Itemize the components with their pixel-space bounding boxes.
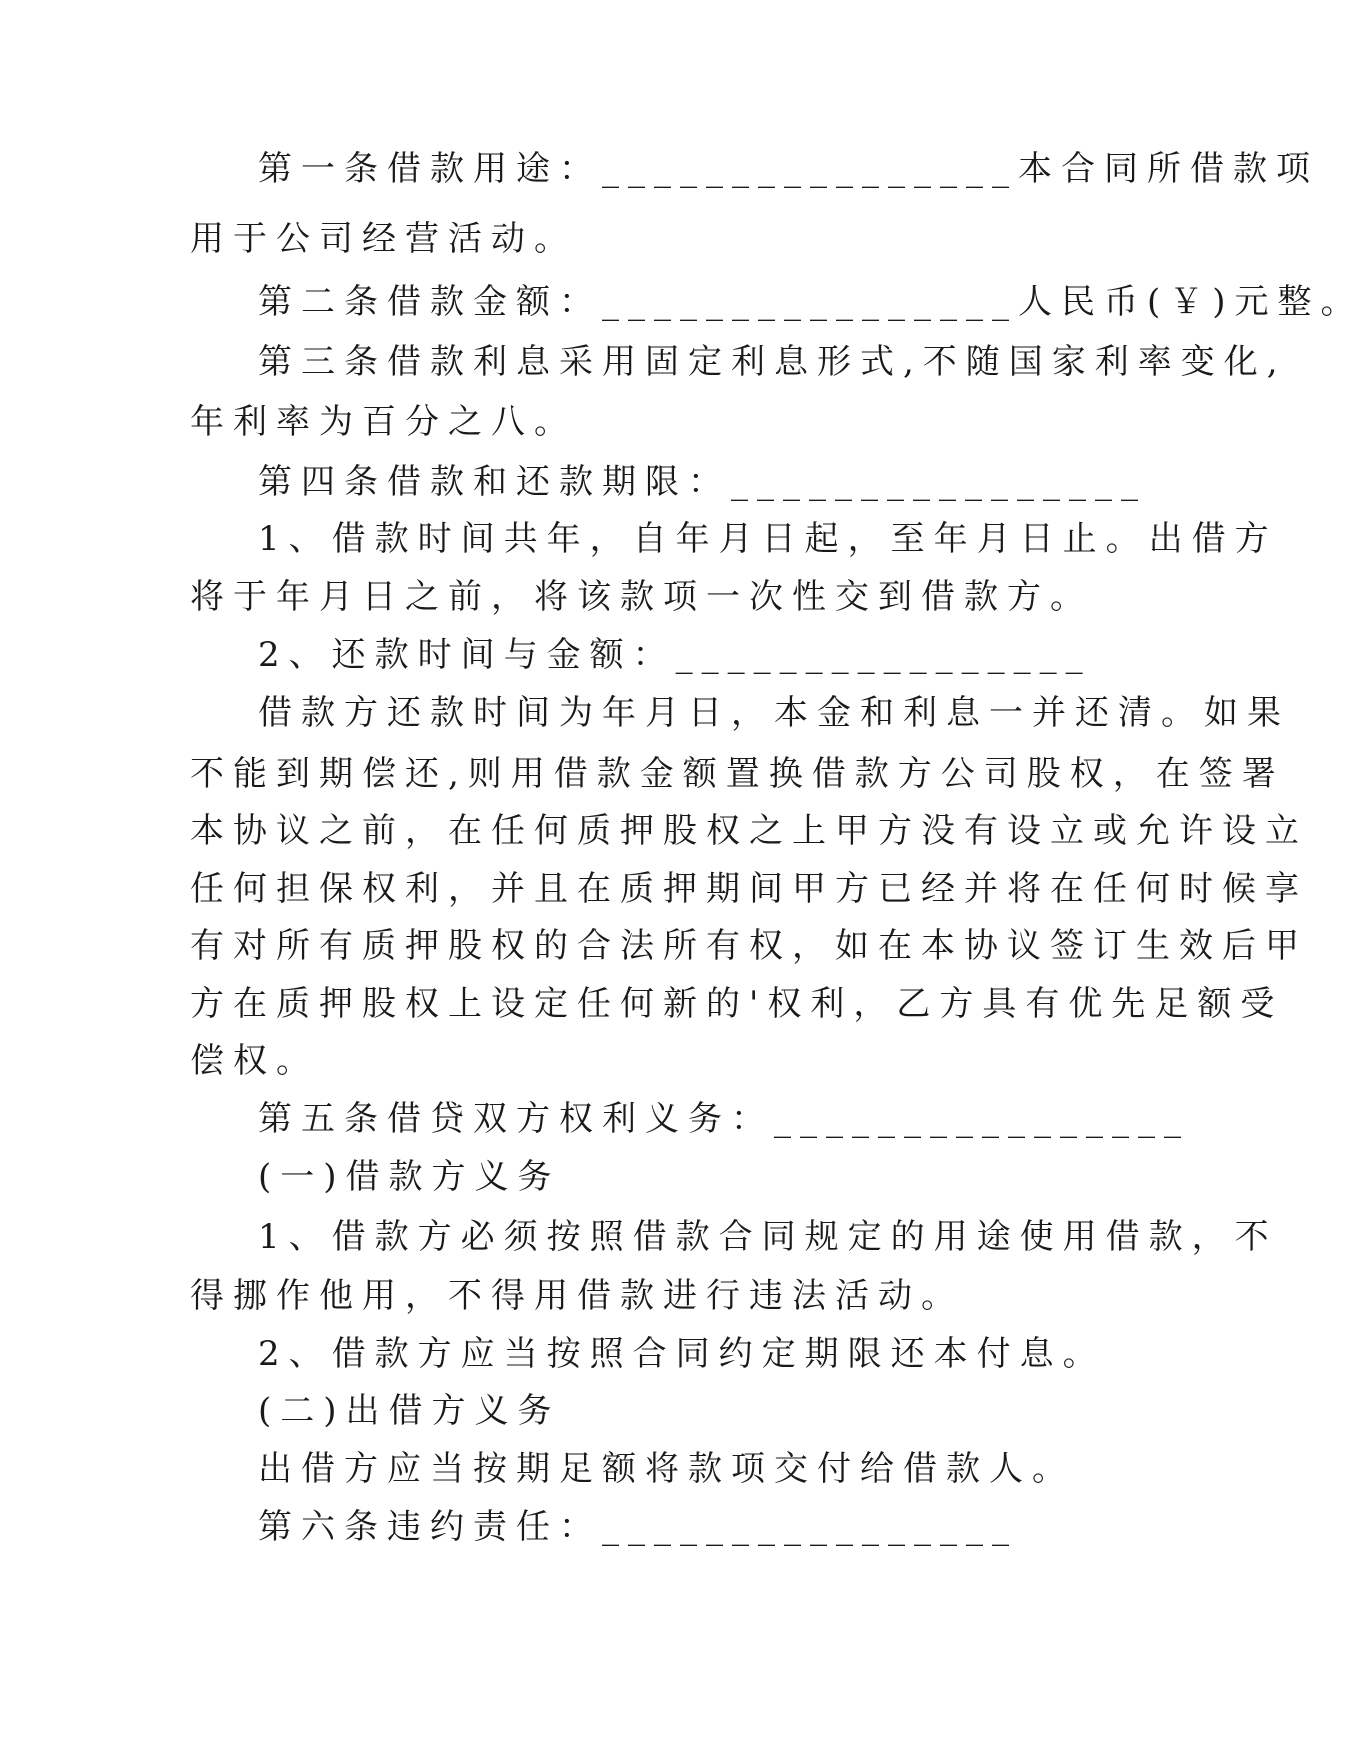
text-line: 出借方应当按期足额将款项交付给借款人。	[258, 1449, 1075, 1489]
text-line: 用于公司经营活动。	[190, 219, 577, 259]
text-line: 第四条借款和还款期限：________________	[258, 462, 1147, 502]
text-line: 年利率为百分之八。	[190, 402, 577, 442]
text-line: 偿权。	[190, 1041, 319, 1081]
text-line: 有对所有质押股权的合法所有权，如在本协议签订生效后甲	[190, 926, 1308, 966]
text-line: 2、还款时间与金额：________________	[258, 635, 1092, 675]
text-line: 借款方还款时间为年月日，本金和利息一并还清。如果	[258, 693, 1290, 733]
text-line: 任何担保权利，并且在质押期间甲方已经并将在任何时候享	[190, 869, 1308, 909]
text-line: 2、借款方应当按照合同约定期限还本付息。	[258, 1334, 1106, 1374]
text-line: 第三条借款利息采用固定利息形式,不随国家利率变化,	[258, 342, 1287, 382]
text-line: 第一条借款用途：________________本合同所借款项	[258, 149, 1319, 189]
text-line: 得挪作他用，不得用借款进行违法活动。	[190, 1276, 964, 1316]
text-line: 不能到期偿还,则用借款金额置换借款方公司股权，在签署	[190, 754, 1285, 794]
text-line: 1、借款方必须按照借款合同规定的用途使用借款，不	[258, 1217, 1278, 1257]
text-line: 第二条借款金额：________________人民币(￥)元整。	[258, 282, 1364, 322]
text-line: (二)出借方义务	[258, 1391, 561, 1431]
text-line: 第六条违约责任：________________	[258, 1507, 1018, 1547]
text-line: 方在质押股权上设定任何新的'权利，乙方具有优先足额受	[190, 984, 1284, 1024]
text-line: (一)借款方义务	[258, 1157, 561, 1197]
text-line: 第五条借贷双方权利义务：________________	[258, 1099, 1190, 1139]
text-line: 将于年月日之前，将该款项一次性交到借款方。	[190, 577, 1093, 617]
text-line: 本协议之前，在任何质押股权之上甲方没有设立或允许设立	[190, 811, 1308, 851]
text-line: 1、借款时间共年，自年月日起，至年月日止。出借方	[258, 519, 1278, 559]
